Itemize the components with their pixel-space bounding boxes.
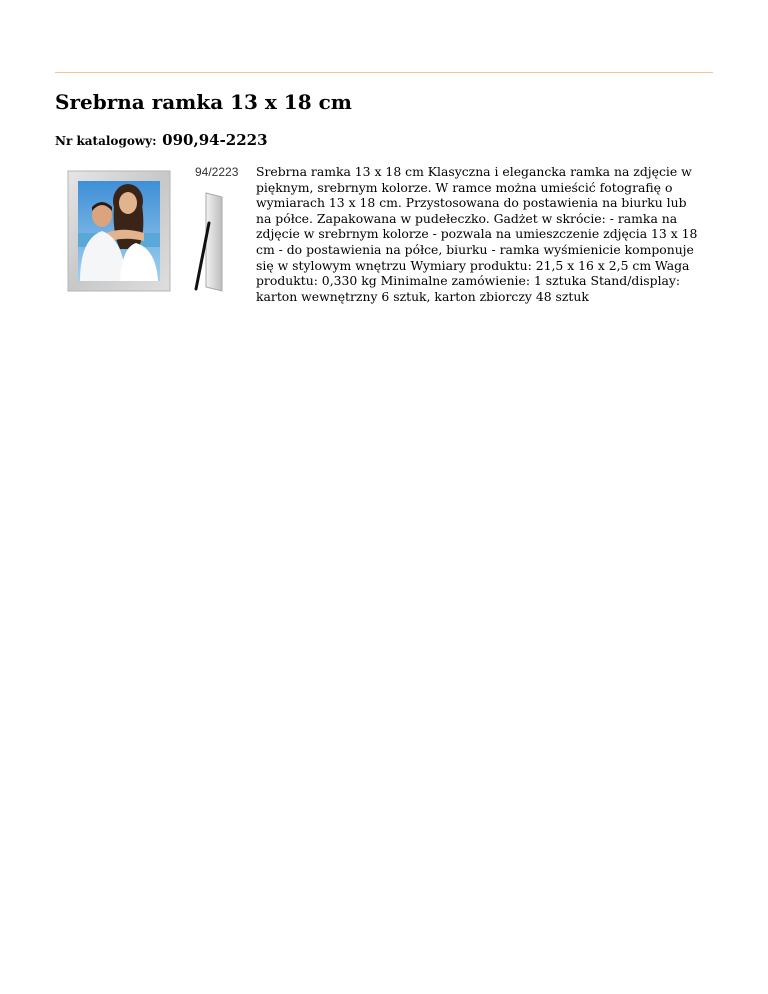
image-code-label: 94/2223 — [195, 165, 239, 179]
product-description: Srebrna ramka 13 x 18 cm Klasyczna i elegancka ramka na zdjęcie w pięknym, srebrnym kolorze. W ramce można umieścić fotografię o wymiarach 13 x 18 cm. Przystosowana do postawienia na biurku lub na półce. Zapakowana w pudełeczko. Gadżet w skrócie: - ramka na zdjęcie w srebrnym kolorze - pozwala na umieszczenie zdjęcia 13 x 18 cm - do postawienia na półce, biurku - ramka wyśmienicie komponuje się w stylowym wnętrzu Wymiary produktu: 21,5 x 16 x 2,5 cm Waga produktu: 0,330 kg Minimalne zamówienie: 1 sztuka Stand/display: karton wewnętrzny 6 sztuk, karton zbiorczy 48 sztuk — [256, 164, 698, 304]
product-image — [62, 163, 248, 295]
catalog-label: Nr katalogowy: — [55, 134, 157, 148]
photo-frame-illustration — [62, 163, 248, 295]
header-divider — [55, 72, 713, 73]
catalog-number-row — [55, 130, 268, 149]
product-title: Srebrna ramka 13 x 18 cm — [55, 90, 352, 114]
catalog-number: 090,94-2223 — [162, 131, 268, 149]
